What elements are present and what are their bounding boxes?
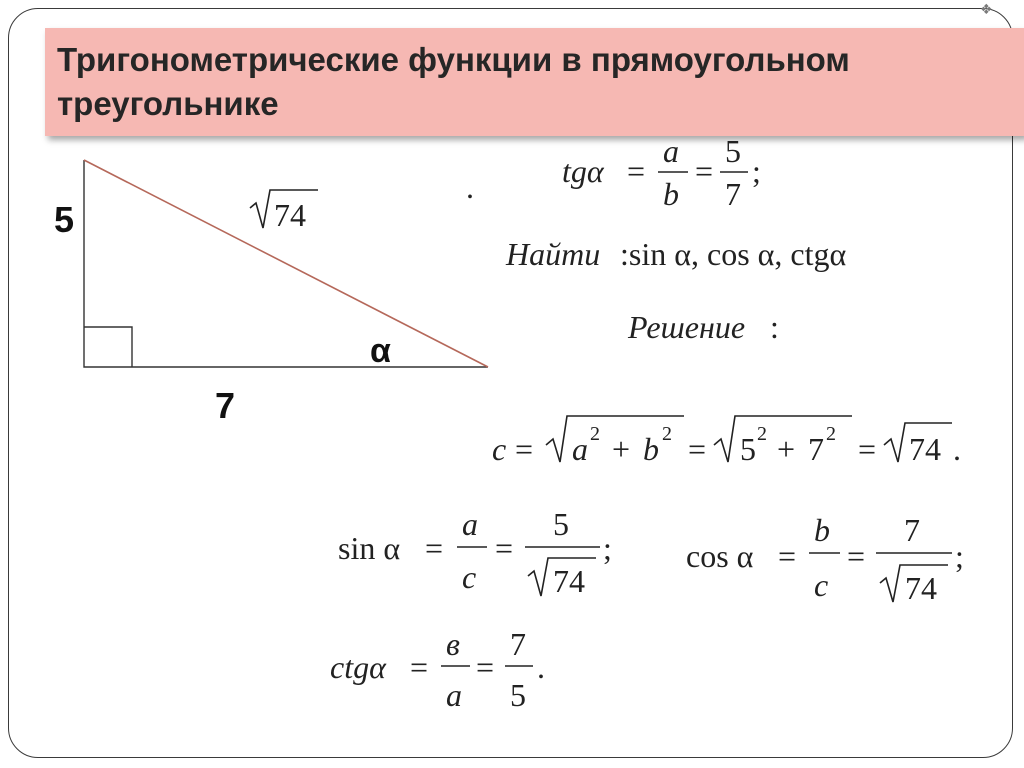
equals-sign: = (495, 530, 514, 566)
exponent: 2 (826, 423, 836, 445)
bullet-decoration: ❖ (980, 2, 993, 18)
equals-sign: = (476, 649, 495, 685)
semicolon: ; (752, 153, 761, 189)
solution-colon: : (770, 309, 779, 345)
equals-sign: = (778, 538, 797, 574)
given-tg-formula (562, 133, 761, 212)
right-angle-mark (84, 327, 132, 367)
c-symbol: c (492, 431, 507, 467)
fraction-numerator: 7 (510, 626, 526, 662)
leg-horizontal-label: 7 (215, 385, 236, 426)
number: 74 (909, 431, 941, 467)
hypotenuse-value: 74 (274, 197, 306, 233)
hypotenuse-label (250, 190, 318, 233)
equals-sign: = (847, 538, 866, 574)
fraction-denominator: a (446, 677, 462, 713)
find-line (505, 236, 847, 272)
tg-lhs: tgα (562, 153, 604, 189)
semicolon: ; (955, 538, 964, 574)
exponent: 2 (590, 423, 600, 445)
a-symbol: a (572, 431, 588, 467)
fraction-numerator: 7 (904, 512, 920, 548)
number: 5 (740, 431, 756, 467)
ctg-lhs: ctgα (330, 649, 386, 685)
solution-heading (627, 309, 779, 345)
exponent: 2 (757, 423, 767, 445)
angle-alpha-label: α (370, 332, 391, 370)
equals-sign: = (695, 153, 714, 189)
fraction-denominator: 5 (510, 677, 526, 713)
number: 7 (808, 431, 824, 467)
cos-lhs: cos α (686, 538, 754, 574)
fraction-numerator: в (446, 626, 460, 662)
leg-vertical-label: 5 (54, 199, 75, 240)
right-triangle (84, 160, 488, 367)
ctg-formula (330, 626, 545, 713)
fraction-denominator: 74 (905, 570, 937, 606)
fraction-denominator: c (462, 559, 477, 595)
plus-sign: + (612, 431, 631, 467)
equals-sign: = (410, 649, 429, 685)
fraction-numerator: 5 (553, 506, 569, 542)
fraction-numerator: a (462, 506, 478, 542)
fraction-denominator: c (814, 567, 829, 603)
semicolon: ; (603, 530, 612, 566)
exponent: 2 (662, 423, 672, 445)
plus-sign: + (777, 431, 796, 467)
fraction-denominator: 7 (725, 176, 741, 212)
sin-formula (338, 506, 612, 599)
period: . (537, 649, 545, 685)
equals-sign: = (515, 431, 534, 467)
equals-sign: = (627, 153, 646, 189)
equals-sign: = (688, 431, 707, 467)
cos-formula (686, 512, 964, 606)
fraction-denominator: 74 (553, 563, 585, 599)
equals-sign: = (425, 530, 444, 566)
equals-sign: = (858, 431, 877, 467)
stray-dot: . (466, 169, 474, 205)
sin-lhs: sin α (338, 530, 401, 566)
solution-label: Решение (628, 309, 746, 345)
hypotenuse-formula (492, 416, 961, 467)
period: . (953, 431, 961, 467)
find-label: Найти (506, 236, 601, 272)
b-symbol: b (643, 431, 659, 467)
slide-title: Тригонометрические функции в прямоугольном треугольнике (57, 41, 850, 122)
find-list: :sin α, cos α, ctgα (620, 236, 847, 272)
triangle-hypotenuse (84, 160, 488, 367)
fraction-numerator: a (663, 133, 679, 169)
fraction-numerator: 5 (725, 133, 741, 169)
fraction-denominator: b (663, 176, 679, 212)
fraction-numerator: b (814, 512, 830, 548)
